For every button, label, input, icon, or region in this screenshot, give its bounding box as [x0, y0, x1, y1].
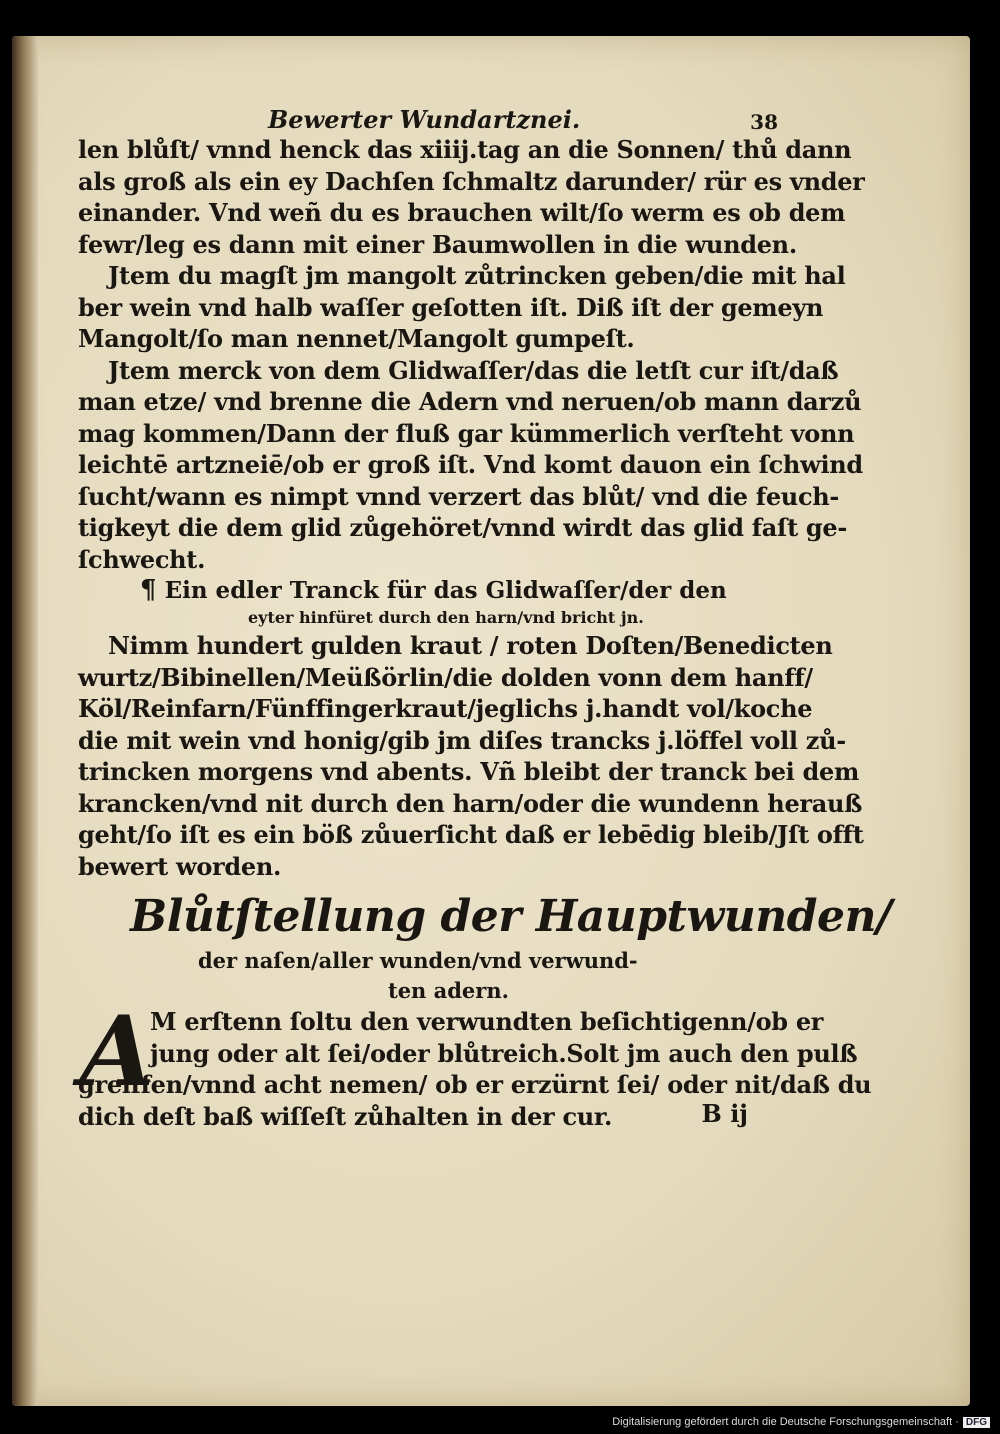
text-line: geht/ſo iſt es ein böß zůuerſicht daß er lebēdig bleib/Jſt offt: [78, 820, 864, 849]
text-line: Jtem du magſt jm mangolt zůtrincken geben/die mit hal: [108, 261, 846, 290]
text-line: Köl/Reinfarn/Fünffingerkraut/jeglichs j.handt vol/koche: [78, 694, 813, 723]
rubric-text: Ein edler Tranck für das Glidwaſſer/der den: [164, 577, 727, 604]
folio-number: 38: [750, 110, 778, 134]
paragraph-2: [78, 260, 846, 355]
text-line: M erſtenn ſoltu den verwundten beſichtigenn/ob er: [150, 1007, 824, 1036]
paragraph-3: [78, 355, 863, 576]
text-line: ber wein vnd halb waſſer geſotten iſt. Diß iſt der gemeyn: [78, 292, 824, 322]
book-page: [12, 36, 970, 1406]
text-line: Jtem merck von dem Glidwaſſer/das die letſt cur iſt/daß: [108, 355, 839, 385]
text-line: als groß als ein ey Dachſen ſchmaltz darunder/ rür es vnder: [78, 166, 865, 196]
dfg-logo: DFG: [963, 1417, 990, 1428]
paragraph-4: [78, 630, 864, 882]
text-line: man etze/ vnd brenne die Adern vnd neruen/ob mann darzů: [78, 387, 862, 416]
paragraph-5: [78, 995, 872, 1132]
signature-mark: B ij: [701, 1099, 748, 1128]
text-line: jung oder alt ſei/oder blůtreich.Solt jm auch den pulß: [150, 1038, 858, 1068]
text-line: ſucht/wann es nimpt vnnd verzert das blůt/ vnd die feuch-: [78, 481, 840, 511]
section-subtitle-end: ten adern.: [388, 978, 509, 1003]
text-line: leichtē artzneiē/ob er groß iſt. Vnd komt dauon ein ſchwind: [78, 450, 863, 479]
footer-credit: [612, 1416, 990, 1428]
text-line: len blůſt/ vnnd henck das xiiij.tag an die Sonnen/ thů dann: [78, 135, 852, 164]
section-title: Blůtſtellung der Hauptwunden/: [130, 891, 892, 942]
text-line: greiffen/vnnd acht nemen/ ob er erzürnt ſei/ oder nit/daß du: [78, 1070, 872, 1099]
drop-initial: A: [80, 995, 155, 1108]
page-gutter: [12, 36, 38, 1406]
section-subtitle: der naſen/aller wunden/vnd verwund-: [198, 948, 638, 973]
text-line: Nimm hundert gulden kraut / roten Doſten/Benedicten: [108, 631, 833, 660]
text-line: bewert worden.: [78, 851, 282, 881]
rubric-heading: [78, 575, 778, 606]
text-line: krancken/vnd nit durch den harn/oder die wundenn herauß: [78, 788, 863, 818]
running-header: [78, 96, 778, 134]
text-line: fewr/leg es dann mit einer Baumwollen in die wunden.: [78, 229, 797, 259]
page-text: [78, 96, 892, 1132]
text-line: dich deſt baß wiſſeſt zůhalten in der cur.: [78, 1101, 613, 1131]
text-line: mag kommen/Dann der fluß gar kümmerlich verſteht vonn: [78, 418, 855, 448]
text-line: Mangolt/ſo man nennet/Mangolt gumpeſt.: [78, 324, 635, 353]
rubric-subline: eyter hinfüret durch den harn/vnd bricht jn.: [248, 608, 644, 627]
text-line: tigkeyt die dem glid zůgehöret/vnnd wirdt das glid faſt ge-: [78, 513, 848, 542]
pilcrow-icon: ¶: [140, 575, 157, 605]
paragraph-1: [78, 134, 865, 260]
text-line: trincken morgens vnd abents. Vñ bleibt der tranck bei dem: [78, 757, 860, 786]
text-line: wurtz/Bibinellen/Meüßörlin/die dolden vonn dem hanff/: [78, 662, 813, 692]
text-line: die mit wein vnd honig/gib jm diſes trancks j.löffel voll zů-: [78, 725, 846, 755]
text-line: ſchwecht.: [78, 544, 206, 574]
footer-text: Digitalisierung gefördert durch die Deutsche Forschungsgemeinschaft ·: [612, 1416, 959, 1428]
running-title: Bewerter Wundartznei.: [268, 105, 581, 134]
text-line: einander. Vnd weñ du es brauchen wilt/ſo werm es ob dem: [78, 198, 846, 227]
